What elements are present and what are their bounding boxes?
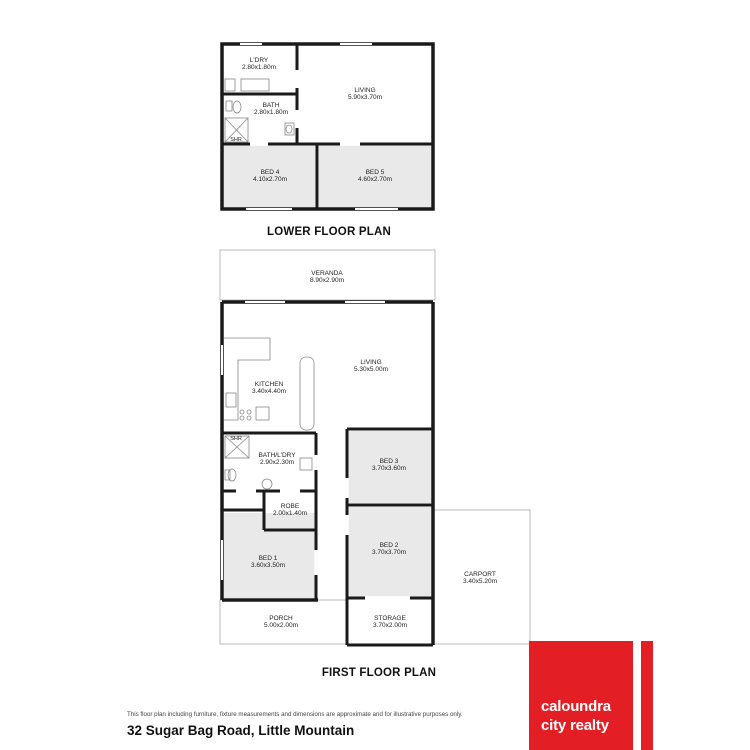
lower-bed4-size: 4.10x2.70m: [253, 176, 287, 183]
first-porch-size: 5.00x2.00m: [264, 622, 298, 629]
first-living-name: LIVING: [360, 359, 382, 366]
first-bed1-size: 3.60x3.50m: [251, 562, 285, 569]
first-carport-size: 3.40x5.20m: [463, 578, 497, 585]
lower-bed5-size: 4.60x2.70m: [358, 176, 392, 183]
first-floor-plan: [220, 250, 530, 679]
lower-bath-size: 2.80x1.80m: [254, 109, 288, 116]
lower-floor-title: LOWER FLOOR PLAN: [267, 226, 391, 238]
first-bath-laundry-size: 2.90x2.30m: [260, 459, 294, 466]
brand-line-1: caloundra: [541, 698, 611, 715]
first-bed2-name: BED 2: [379, 542, 399, 549]
first-carport-name: CARPORT: [464, 571, 496, 578]
lower-living-name: LIVING: [354, 87, 376, 94]
lower-laundry-name: L'DRY: [249, 57, 269, 64]
lower-bed4-name: BED 4: [260, 169, 280, 176]
first-floor-title: FIRST FLOOR PLAN: [321, 667, 437, 679]
first-porch-name: PORCH: [269, 615, 293, 622]
first-bed3-size: 3.70x3.60m: [372, 465, 406, 472]
brand-line-2: city realty: [541, 717, 609, 734]
brand-logo-block: [529, 641, 641, 750]
brand-divider: [633, 641, 641, 750]
first-robe-size: 2.00x1.40m: [273, 510, 307, 517]
lower-floor-plan: [222, 44, 433, 238]
first-bed1-name: BED 1: [258, 555, 278, 562]
lower-bed5-name: BED 5: [365, 169, 385, 176]
first-shower-label: SHR: [230, 436, 242, 442]
first-veranda-size: 8.90x2.90m: [310, 277, 344, 284]
lower-laundry-size: 2.80x1.80m: [242, 64, 276, 71]
disclaimer-text: This floor plan including furniture, fixture measurements and dimensions are approximate and for illustrative purposes only.: [127, 711, 463, 718]
lower-living-size: 5.90x3.70m: [348, 94, 382, 101]
lower-bath-fixtures: [225, 101, 294, 142]
property-address: 32 Sugar Bag Road, Little Mountain: [127, 723, 355, 738]
first-bath-laundry-name: BATH/L'DRY: [258, 452, 296, 459]
lower-bath-name: BATH: [262, 102, 280, 109]
first-storage-size: 3.70x2.00m: [373, 622, 407, 629]
first-bed3-name: BED 3: [379, 458, 399, 465]
lower-shower-label: SHR: [230, 137, 242, 143]
first-bed2-size: 3.70x3.70m: [372, 549, 406, 556]
first-robe-name: ROBE: [280, 503, 300, 510]
first-kitchen-size: 3.40x4.40m: [252, 388, 286, 395]
first-kitchen-name: KITCHEN: [254, 381, 284, 388]
brand-tab: [641, 641, 653, 750]
first-veranda-name: VERANDA: [311, 270, 343, 277]
first-living-size: 5.30x5.00m: [354, 366, 388, 373]
lower-laundry-fixtures: [225, 79, 269, 91]
first-storage-name: STORAGE: [374, 615, 406, 622]
